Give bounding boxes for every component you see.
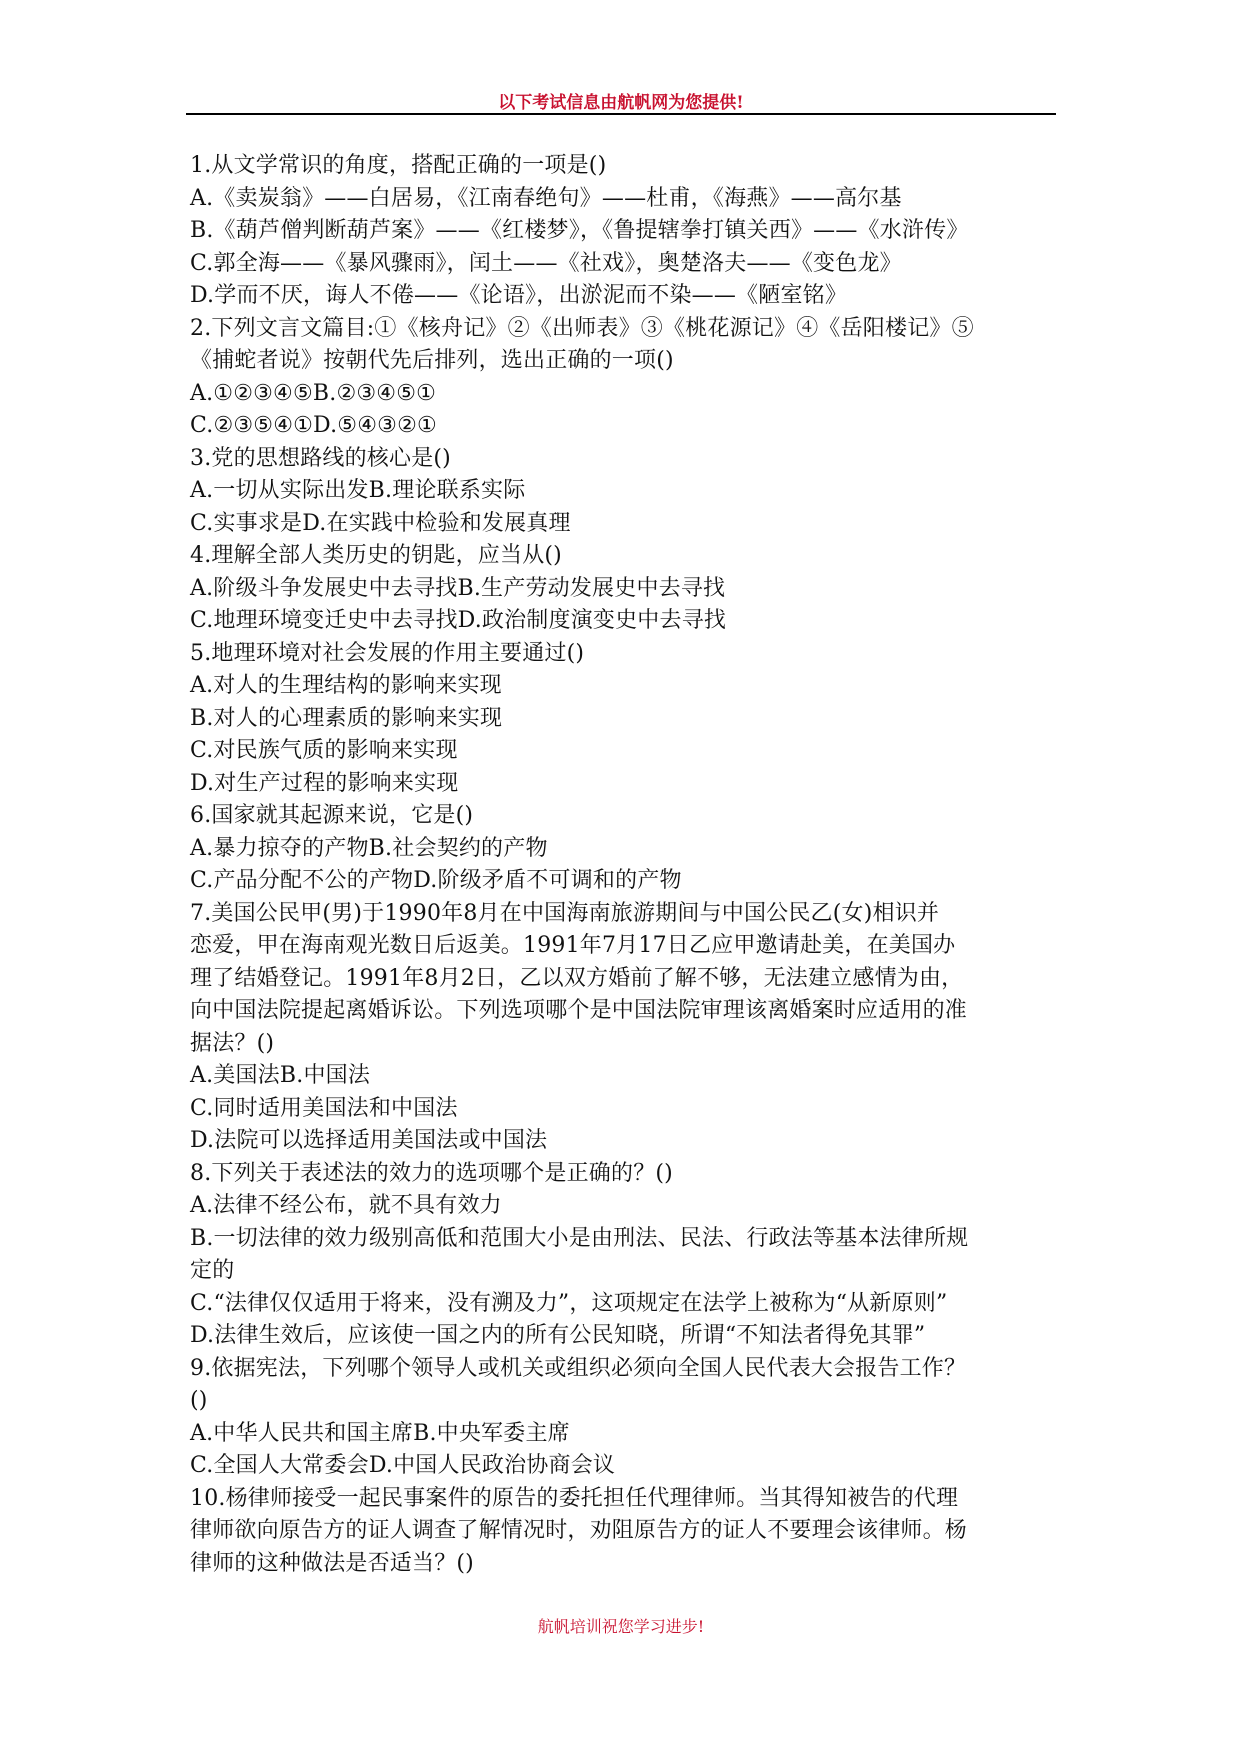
question-1-option-a: A.《卖炭翁》——白居易，《江南春绝句》——杜甫，《海燕》——高尔基 [190,185,902,211]
question-5-stem: 5.地理环境对社会发展的作用主要通过() [190,640,585,666]
question-6-options-ab: A.暴力掠夺的产物B.社会契约的产物 [190,835,548,861]
question-7-stem-4: 向中国法院提起离婚诉讼。下列选项哪个是中国法院审理该离婚案时应适用的准 [190,998,968,1023]
question-7-stem-2: 恋爱，甲在海南观光数日后返美。1991年7月17日乙应甲邀请赴美，在美国办 [190,933,956,958]
question-8-stem: 8.下列关于表述法的效力的选项哪个是正确的？() [190,1160,673,1186]
question-9-options-cd: C.全国人大常委会D.中国人民政治协商会议 [190,1453,616,1478]
question-8-option-d: D.法律生效后，应该使一国之内的所有公民知晓，所谓“不知法者得免其罪” [190,1323,926,1348]
question-7-stem-1: 7.美国公民甲(男)于1990年8月在中国海南旅游期间与中国公民乙(女)相识并 [190,900,940,926]
question-7-option-d: D.法院可以选择适用美国法或中国法 [190,1128,548,1153]
question-5-option-c: C.对民族气质的影响来实现 [190,738,458,763]
question-2-stem: 2.下列文言文篇目:①《核舟记》②《出师表》③《桃花源记》④《岳阳楼记》⑤ [190,315,974,341]
question-9-stem-cont: () [190,1388,208,1413]
question-7-option-c: C.同时适用美国法和中国法 [190,1095,458,1121]
question-9-stem: 9.依据宪法，下列哪个领导人或机关或组织必须向全国人民代表大会报告工作？ [190,1355,967,1381]
question-4-stem: 4.理解全部人类历史的钥匙，应当从() [190,543,562,568]
question-4-options-ab: A.阶级斗争发展史中去寻找B.生产劳动发展史中去寻找 [190,575,726,601]
page-footer-text: 航帆培训祝您学习进步! [537,1617,705,1636]
question-10-stem-1: 10.杨律师接受一起民事案件的原告的委托担任代理律师。当其得知被告的代理 [190,1485,959,1511]
question-5-option-a: A.对人的生理结构的影响来实现 [190,673,502,698]
question-5-option-d: D.对生产过程的影响来实现 [190,770,459,796]
page-header-text: 以下考试信息由航帆网为您提供! [498,93,744,113]
question-2-options-cd: C.②③⑤④①D.⑤④③②① [190,413,437,438]
header-rule [186,113,1056,115]
question-8-option-b: B.一切法律的效力级别高低和范围大小是由刑法、民法、行政法等基本法律所规 [190,1225,969,1251]
question-5-option-b: B.对人的心理素质的影响来实现 [190,705,503,731]
question-3-options-ab: A.一切从实际出发B.理论联系实际 [190,478,526,503]
document-body [190,150,1060,1580]
question-3-stem: 3.党的思想路线的核心是() [190,445,451,471]
question-1-stem: 1.从文学常识的角度，搭配正确的一项是() [190,153,607,178]
question-6-stem: 6.国家就其起源来说，它是() [190,803,474,828]
question-7-stem-5: 据法？() [190,1030,275,1056]
question-10-stem-2: 律师欲向原告方的证人调查了解情况时，劝阻原告方的证人不要理会该律师。杨 [190,1518,968,1543]
question-1-option-d: D.学而不厌，诲人不倦——《论语》，出淤泥而不染——《陋室铭》 [190,283,848,308]
question-9-options-ab: A.中华人民共和国主席B.中央军委主席 [190,1420,570,1446]
question-7-options-ab: A.美国法B.中国法 [190,1063,371,1088]
question-10-stem-3: 律师的这种做法是否适当？() [190,1550,474,1576]
question-8-option-a: A.法律不经公布，就不具有效力 [190,1193,502,1218]
question-7-stem-3: 理了结婚登记。1991年8月2日，乙以双方婚前了解不够，无法建立感情为由， [190,965,964,991]
question-3-options-cd: C.实事求是D.在实践中检验和发展真理 [190,510,571,536]
question-2-stem-cont: 《捕蛇者说》按朝代先后排列，选出正确的一项() [190,348,674,373]
question-1-option-c: C.郭全海——《暴风骤雨》，闰土——《社戏》，奥楚洛夫——《变色龙》 [190,250,902,276]
question-1-option-b: B.《葫芦僧判断葫芦案》——《红楼梦》，《鲁提辖拳打镇关西》——《水浒传》 [190,218,969,243]
question-2-options-ab: A.①②③④⑤B.②③④⑤① [190,380,437,406]
question-8-option-b-cont: 定的 [190,1258,235,1283]
question-6-options-cd: C.产品分配不公的产物D.阶级矛盾不可调和的产物 [190,868,682,893]
question-4-options-cd: C.地理环境变迁史中去寻找D.政治制度演变史中去寻找 [190,608,727,633]
question-8-option-c: C.“法律仅仅适用于将来，没有溯及力”，这项规定在法学上被称为“从新原则” [190,1290,948,1316]
